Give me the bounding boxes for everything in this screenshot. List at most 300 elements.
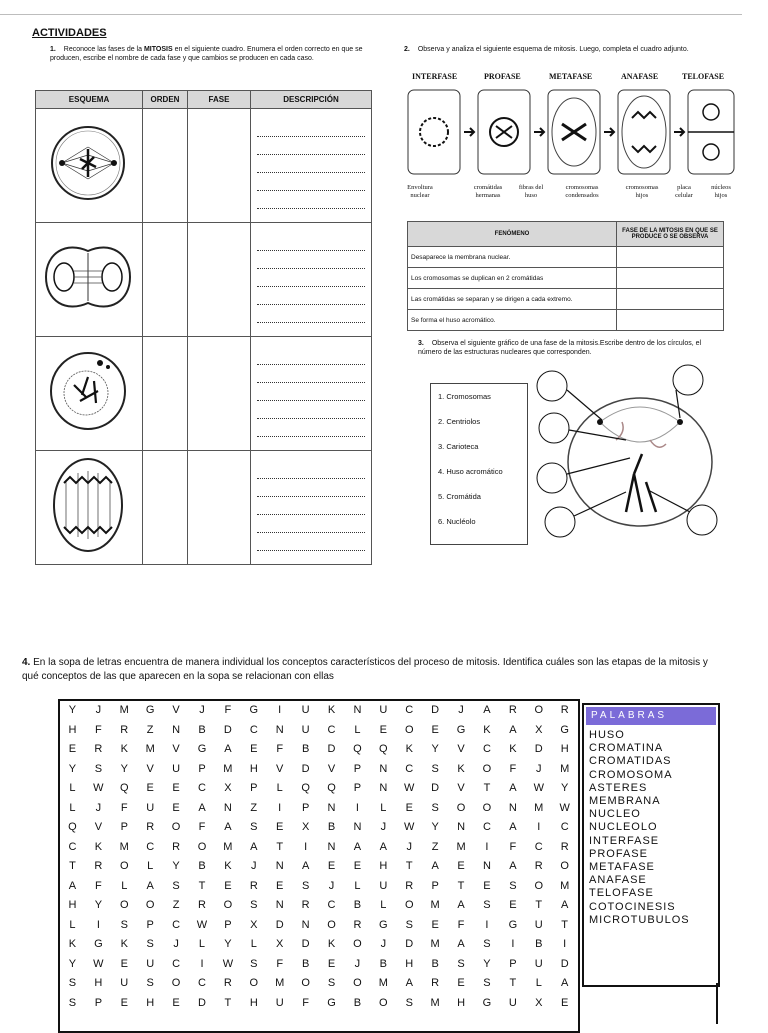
phase-cell[interactable] xyxy=(188,451,251,565)
grid-letter[interactable]: N xyxy=(223,801,233,814)
grid-letter[interactable]: C xyxy=(405,762,415,775)
grid-letter[interactable]: C xyxy=(327,723,337,736)
grid-letter[interactable]: E xyxy=(250,743,259,755)
description-cell[interactable] xyxy=(251,451,372,565)
grid-letter[interactable]: M xyxy=(378,977,389,989)
grid-letter[interactable]: M xyxy=(119,840,130,853)
grid-letter[interactable]: C xyxy=(68,840,78,853)
grid-letter[interactable]: D xyxy=(560,957,570,970)
grid-letter[interactable]: B xyxy=(535,938,544,950)
answer-circle[interactable] xyxy=(673,365,703,395)
grid-letter[interactable]: H xyxy=(68,723,78,736)
grid-letter[interactable]: X xyxy=(224,782,233,794)
grid-letter[interactable]: D xyxy=(198,996,207,1009)
grid-letter[interactable]: A xyxy=(224,821,233,833)
grid-letter[interactable]: E xyxy=(431,723,440,736)
grid-letter[interactable]: N xyxy=(275,860,285,872)
grid-letter[interactable]: U xyxy=(172,762,182,775)
grid-letter[interactable]: A xyxy=(509,723,518,736)
grid-letter[interactable]: L xyxy=(121,879,129,892)
grid-letter[interactable]: H xyxy=(68,899,78,911)
grid-letter[interactable]: O xyxy=(171,977,182,989)
grid-letter[interactable]: T xyxy=(276,840,285,853)
grid-letter[interactable]: R xyxy=(223,977,233,989)
grid-letter[interactable]: D xyxy=(223,723,233,736)
grid-letter[interactable]: W xyxy=(533,782,545,794)
grid-letter[interactable]: P xyxy=(301,801,311,814)
grid-letter[interactable]: O xyxy=(327,918,337,931)
order-cell[interactable] xyxy=(143,223,188,337)
grid-letter[interactable]: J xyxy=(354,957,362,970)
grid-letter[interactable]: T xyxy=(509,977,518,989)
grid-letter[interactable]: S xyxy=(301,879,311,892)
grid-letter[interactable]: G xyxy=(327,996,337,1009)
grid-letter[interactable]: F xyxy=(198,821,207,833)
grid-letter[interactable]: L xyxy=(380,801,388,814)
grid-letter[interactable]: V xyxy=(172,743,181,755)
grid-letter[interactable]: R xyxy=(534,860,544,872)
grid-letter[interactable]: U xyxy=(275,996,285,1009)
grid-letter[interactable]: U xyxy=(146,801,156,814)
grid-letter[interactable]: S xyxy=(405,918,414,931)
grid-letter[interactable]: C xyxy=(327,899,337,911)
grid-letter[interactable]: F xyxy=(509,762,518,775)
answer-circle[interactable] xyxy=(537,463,567,493)
grid-letter[interactable]: B xyxy=(301,743,311,755)
grid-letter[interactable]: R xyxy=(172,840,182,853)
grid-letter[interactable]: O xyxy=(145,899,156,911)
grid-letter[interactable]: K xyxy=(327,704,337,716)
grid-letter[interactable]: J xyxy=(406,840,413,853)
grid-letter[interactable]: E xyxy=(120,996,129,1009)
grid-letter[interactable]: S xyxy=(94,762,104,775)
grid-letter[interactable]: A xyxy=(250,840,259,853)
grid-letter[interactable]: T xyxy=(198,879,207,892)
grid-letter[interactable]: S xyxy=(327,977,337,989)
grid-letter[interactable]: J xyxy=(199,704,206,716)
description-cell[interactable] xyxy=(251,223,372,337)
grid-letter[interactable]: L xyxy=(69,801,77,814)
grid-letter[interactable]: U xyxy=(120,977,130,989)
grid-letter[interactable]: A xyxy=(198,801,207,814)
grid-letter[interactable]: X xyxy=(535,996,544,1009)
grid-letter[interactable]: V xyxy=(94,821,104,833)
grid-letter[interactable]: X xyxy=(535,723,544,736)
grid-letter[interactable]: X xyxy=(276,938,285,950)
grid-letter[interactable]: C xyxy=(482,821,492,833)
grid-letter[interactable]: K xyxy=(120,938,129,950)
grid-letter[interactable]: I xyxy=(278,801,283,814)
grid-letter[interactable]: T xyxy=(483,782,492,794)
grid-letter[interactable]: H xyxy=(94,977,104,989)
grid-letter[interactable]: Y xyxy=(68,704,78,716)
grid-letter[interactable]: P xyxy=(509,957,518,970)
grid-letter[interactable]: J xyxy=(380,821,388,833)
grid-letter[interactable]: B xyxy=(353,899,363,911)
grid-letter[interactable]: W xyxy=(196,918,209,931)
grid-letter[interactable]: O xyxy=(119,899,130,911)
grid-letter[interactable]: T xyxy=(535,899,544,911)
grid-letter[interactable]: O xyxy=(379,996,389,1009)
grid-letter[interactable]: E xyxy=(276,821,285,833)
grid-letter[interactable]: V xyxy=(457,782,466,794)
grid-letter[interactable]: C xyxy=(198,977,207,989)
grid-letter[interactable]: I xyxy=(485,918,490,931)
grid-letter[interactable]: X xyxy=(250,918,259,931)
grid-letter[interactable]: U xyxy=(146,957,156,970)
grid-letter[interactable]: Y xyxy=(561,782,570,794)
phase-cell[interactable] xyxy=(188,223,251,337)
grid-letter[interactable]: J xyxy=(251,860,258,872)
grid-letter[interactable]: N xyxy=(301,918,311,931)
grid-letter[interactable]: A xyxy=(224,743,233,755)
grid-letter[interactable]: E xyxy=(172,782,181,794)
answer-cell[interactable] xyxy=(617,310,724,331)
grid-letter[interactable]: O xyxy=(353,938,363,950)
grid-letter[interactable]: E xyxy=(483,879,492,892)
grid-letter[interactable]: F xyxy=(94,723,103,736)
grid-letter[interactable]: D xyxy=(327,743,337,755)
answer-cell[interactable] xyxy=(617,289,724,310)
grid-letter[interactable]: N xyxy=(353,821,363,833)
answer-circle[interactable] xyxy=(539,413,569,443)
grid-letter[interactable]: F xyxy=(276,743,285,755)
grid-letter[interactable]: A xyxy=(379,840,388,853)
grid-letter[interactable]: N xyxy=(379,782,389,794)
grid-letter[interactable]: I xyxy=(304,840,309,853)
grid-letter[interactable]: I xyxy=(278,704,283,716)
grid-letter[interactable]: Y xyxy=(431,821,440,833)
grid-letter[interactable]: M xyxy=(430,899,441,911)
grid-letter[interactable]: J xyxy=(380,938,388,950)
grid-letter[interactable]: R xyxy=(508,704,518,716)
grid-letter[interactable]: A xyxy=(405,977,414,989)
grid-letter[interactable]: U xyxy=(301,723,311,736)
grid-letter[interactable]: D xyxy=(275,918,285,931)
grid-letter[interactable]: J xyxy=(536,762,543,775)
grid-letter[interactable]: K xyxy=(509,743,518,755)
grid-letter[interactable]: M xyxy=(560,879,571,892)
grid-letter[interactable]: L xyxy=(354,879,362,892)
grid-letter[interactable]: H xyxy=(560,743,570,755)
grid-letter[interactable]: E xyxy=(224,879,233,892)
grid-letter[interactable]: O xyxy=(404,899,415,911)
grid-letter[interactable]: E xyxy=(327,860,337,872)
grid-letter[interactable]: O xyxy=(353,977,363,989)
grid-letter[interactable]: R xyxy=(120,723,130,736)
grid-letter[interactable]: G xyxy=(508,918,519,931)
grid-letter[interactable]: O xyxy=(534,704,545,716)
grid-letter[interactable]: O xyxy=(249,977,260,989)
grid-letter[interactable]: A xyxy=(457,938,466,950)
grid-letter[interactable]: U xyxy=(379,879,389,892)
grid-letter[interactable]: O xyxy=(534,879,545,892)
grid-letter[interactable]: O xyxy=(456,801,467,814)
grid-letter[interactable]: B xyxy=(431,957,440,970)
grid-letter[interactable]: D xyxy=(301,762,311,775)
grid-letter[interactable]: I xyxy=(537,821,542,833)
grid-letter[interactable]: E xyxy=(172,801,181,814)
grid-letter[interactable]: Q xyxy=(327,782,337,794)
grid-letter[interactable]: C xyxy=(534,840,544,853)
grid-letter[interactable]: S xyxy=(250,899,259,911)
grid-letter[interactable]: Q xyxy=(68,821,78,833)
grid-letter[interactable]: W xyxy=(93,957,105,970)
grid-letter[interactable]: R xyxy=(94,860,104,872)
grid-letter[interactable]: W xyxy=(559,801,571,814)
grid-letter[interactable]: U xyxy=(508,996,518,1009)
grid-letter[interactable]: H xyxy=(379,860,389,872)
grid-letter[interactable]: U xyxy=(534,918,544,931)
grid-letter[interactable]: V xyxy=(276,762,285,775)
grid-letter[interactable]: U xyxy=(301,704,311,716)
grid-letter[interactable]: N xyxy=(172,723,182,736)
description-cell[interactable] xyxy=(251,109,372,223)
grid-letter[interactable]: A xyxy=(353,840,363,853)
grid-letter[interactable]: V xyxy=(172,704,181,716)
grid-letter[interactable]: L xyxy=(380,899,388,911)
grid-letter[interactable]: S xyxy=(172,879,181,892)
grid-letter[interactable]: R xyxy=(560,840,570,853)
grid-letter[interactable]: Z xyxy=(431,840,440,853)
grid-letter[interactable]: C xyxy=(249,723,259,736)
grid-letter[interactable]: G xyxy=(145,704,156,716)
grid-letter[interactable]: I xyxy=(355,801,360,814)
grid-letter[interactable]: S xyxy=(483,977,492,989)
grid-letter[interactable]: M xyxy=(430,996,441,1009)
grid-letter[interactable]: A xyxy=(509,860,518,872)
grid-letter[interactable]: A xyxy=(301,860,311,872)
grid-letter[interactable]: N xyxy=(327,801,337,814)
grid-letter[interactable]: T xyxy=(405,860,414,872)
grid-letter[interactable]: P xyxy=(94,996,104,1009)
grid-letter[interactable]: D xyxy=(431,704,441,716)
grid-letter[interactable]: M xyxy=(223,762,234,775)
grid-letter[interactable]: N xyxy=(457,821,467,833)
grid-letter[interactable]: N xyxy=(508,801,518,814)
grid-letter[interactable]: M xyxy=(223,840,234,853)
grid-letter[interactable]: U xyxy=(534,957,544,970)
grid-letter[interactable]: Y xyxy=(483,957,492,970)
grid-letter[interactable]: B xyxy=(379,957,388,970)
grid-letter[interactable]: B xyxy=(198,723,207,736)
grid-letter[interactable]: N xyxy=(482,860,492,872)
answer-circle[interactable] xyxy=(537,371,567,401)
grid-letter[interactable]: B xyxy=(353,996,363,1009)
grid-letter[interactable]: M xyxy=(534,801,545,814)
order-cell[interactable] xyxy=(143,337,188,451)
grid-letter[interactable]: W xyxy=(404,821,416,833)
grid-letter[interactable]: J xyxy=(328,879,336,892)
grid-letter[interactable]: S xyxy=(483,899,492,911)
grid-letter[interactable]: C xyxy=(560,821,570,833)
grid-letter[interactable]: M xyxy=(275,977,286,989)
grid-letter[interactable]: O xyxy=(404,723,415,736)
grid-letter[interactable]: K xyxy=(224,860,233,872)
grid-letter[interactable]: E xyxy=(172,996,181,1009)
order-cell[interactable] xyxy=(143,451,188,565)
grid-letter[interactable]: L xyxy=(147,860,155,872)
grid-letter[interactable]: K xyxy=(405,743,414,755)
grid-letter[interactable]: U xyxy=(379,704,389,716)
grid-letter[interactable]: O xyxy=(482,762,493,775)
grid-letter[interactable]: Q xyxy=(353,743,363,755)
grid-letter[interactable]: K xyxy=(120,743,129,755)
grid-letter[interactable]: W xyxy=(93,782,105,794)
grid-letter[interactable]: N xyxy=(275,899,285,911)
grid-letter[interactable]: Y xyxy=(120,762,129,775)
grid-letter[interactable]: O xyxy=(560,860,570,872)
grid-letter[interactable]: H xyxy=(249,762,259,775)
grid-letter[interactable]: N xyxy=(327,840,337,853)
grid-letter[interactable]: Y xyxy=(94,899,104,911)
grid-letter[interactable]: K xyxy=(457,762,466,775)
grid-letter[interactable]: R xyxy=(301,899,311,911)
grid-letter[interactable]: I xyxy=(200,957,205,970)
grid-letter[interactable]: S xyxy=(431,801,440,814)
grid-letter[interactable]: M xyxy=(145,743,156,755)
grid-letter[interactable]: A xyxy=(561,977,570,989)
grid-letter[interactable]: D xyxy=(431,782,441,794)
grid-letter[interactable]: S xyxy=(405,996,414,1009)
grid-letter[interactable]: P xyxy=(224,918,233,931)
grid-letter[interactable]: H xyxy=(457,996,467,1009)
grid-letter[interactable]: R xyxy=(405,879,415,892)
grid-letter[interactable]: N xyxy=(379,762,389,775)
grid-letter[interactable]: I xyxy=(511,938,516,950)
grid-letter[interactable]: N xyxy=(353,704,363,716)
grid-letter[interactable]: E xyxy=(379,723,388,736)
grid-letter[interactable]: O xyxy=(223,899,234,911)
grid-letter[interactable]: W xyxy=(404,782,416,794)
grid-letter[interactable]: F xyxy=(224,704,233,716)
grid-letter[interactable]: P xyxy=(250,782,259,794)
grid-letter[interactable]: T xyxy=(224,996,233,1009)
grid-letter[interactable]: D xyxy=(405,938,415,950)
grid-letter[interactable]: Y xyxy=(431,743,440,755)
grid-letter[interactable]: Y xyxy=(68,957,78,970)
grid-letter[interactable]: P xyxy=(198,762,207,775)
grid-letter[interactable]: J xyxy=(95,704,103,716)
grid-letter[interactable]: B xyxy=(301,957,311,970)
grid-letter[interactable]: F xyxy=(302,996,310,1009)
grid-letter[interactable]: B xyxy=(198,860,207,872)
grid-letter[interactable]: S xyxy=(483,938,492,950)
grid-letter[interactable]: O xyxy=(197,840,208,853)
grid-letter[interactable]: C xyxy=(198,782,207,794)
grid-letter[interactable]: R xyxy=(353,918,363,931)
grid-letter[interactable]: Y xyxy=(172,860,181,872)
answer-cell[interactable] xyxy=(617,268,724,289)
grid-letter[interactable]: P xyxy=(120,821,129,833)
grid-letter[interactable]: C xyxy=(146,840,156,853)
grid-letter[interactable]: S xyxy=(250,821,259,833)
grid-letter[interactable]: C xyxy=(405,704,415,716)
grid-letter[interactable]: O xyxy=(171,821,182,833)
grid-letter[interactable]: E xyxy=(68,743,78,755)
grid-letter[interactable]: Q xyxy=(301,782,311,794)
grid-letter[interactable]: S xyxy=(509,879,518,892)
grid-letter[interactable]: M xyxy=(560,762,571,775)
grid-letter[interactable]: A xyxy=(146,879,155,892)
grid-letter[interactable]: J xyxy=(95,801,103,814)
grid-letter[interactable]: O xyxy=(119,860,130,872)
grid-letter[interactable]: G xyxy=(94,938,104,950)
grid-letter[interactable]: O xyxy=(301,977,311,989)
grid-letter[interactable]: N xyxy=(275,723,285,736)
grid-letter[interactable]: A xyxy=(483,704,492,716)
grid-letter[interactable]: S xyxy=(457,957,466,970)
grid-letter[interactable]: Z xyxy=(172,899,181,911)
grid-letter[interactable]: G xyxy=(249,704,260,716)
grid-letter[interactable]: P xyxy=(431,879,440,892)
grid-letter[interactable]: D xyxy=(301,938,311,950)
answer-circle[interactable] xyxy=(545,507,575,537)
grid-letter[interactable]: G xyxy=(197,743,208,755)
grid-letter[interactable]: M xyxy=(119,704,130,716)
grid-letter[interactable]: E xyxy=(276,879,285,892)
grid-letter[interactable]: F xyxy=(94,879,103,892)
grid-letter[interactable]: A xyxy=(457,899,466,911)
grid-letter[interactable]: K xyxy=(327,938,337,950)
grid-letter[interactable]: E xyxy=(509,899,518,911)
grid-letter[interactable]: F xyxy=(276,957,285,970)
grid-letter[interactable]: R xyxy=(249,879,259,892)
grid-letter[interactable]: M xyxy=(430,938,441,950)
grid-letter[interactable]: K xyxy=(68,938,78,950)
grid-letter[interactable]: E xyxy=(146,782,155,794)
grid-letter[interactable]: S xyxy=(250,957,259,970)
grid-letter[interactable]: J xyxy=(173,938,180,950)
grid-letter[interactable]: P xyxy=(353,762,363,775)
grid-letter[interactable]: C xyxy=(482,743,492,755)
grid-letter[interactable]: F xyxy=(457,918,466,931)
grid-letter[interactable]: G xyxy=(482,996,493,1009)
grid-letter[interactable]: G xyxy=(456,723,467,736)
grid-letter[interactable]: H xyxy=(405,957,415,970)
grid-letter[interactable]: H xyxy=(249,996,259,1009)
grid-letter[interactable]: R xyxy=(94,743,104,755)
grid-letter[interactable]: E xyxy=(457,860,466,872)
grid-letter[interactable]: S xyxy=(431,762,440,775)
grid-letter[interactable]: O xyxy=(482,801,493,814)
grid-letter[interactable]: T xyxy=(457,879,466,892)
grid-letter[interactable]: T xyxy=(69,860,77,872)
grid-letter[interactable]: V xyxy=(146,762,155,775)
grid-letter[interactable]: I xyxy=(485,840,490,853)
grid-letter[interactable]: E xyxy=(431,918,440,931)
grid-letter[interactable]: V xyxy=(457,743,466,755)
grid-letter[interactable]: A xyxy=(68,879,78,892)
grid-letter[interactable]: S xyxy=(146,938,155,950)
grid-letter[interactable]: E xyxy=(561,996,570,1009)
grid-letter[interactable]: P xyxy=(146,918,155,931)
grid-letter[interactable]: Z xyxy=(146,723,155,736)
grid-letter[interactable]: E xyxy=(405,801,414,814)
grid-letter[interactable]: A xyxy=(509,821,518,833)
grid-letter[interactable]: Q xyxy=(119,782,130,794)
grid-letter[interactable]: G xyxy=(379,918,389,931)
grid-letter[interactable]: E xyxy=(353,860,363,872)
grid-letter[interactable]: K xyxy=(483,723,492,736)
grid-letter[interactable]: Y xyxy=(68,762,78,775)
grid-letter[interactable]: I xyxy=(563,938,568,950)
grid-letter[interactable]: X xyxy=(301,821,311,833)
grid-letter[interactable]: S xyxy=(146,977,155,989)
grid-letter[interactable]: Z xyxy=(250,801,259,814)
grid-letter[interactable]: I xyxy=(96,918,101,931)
grid-letter[interactable]: L xyxy=(354,723,362,736)
